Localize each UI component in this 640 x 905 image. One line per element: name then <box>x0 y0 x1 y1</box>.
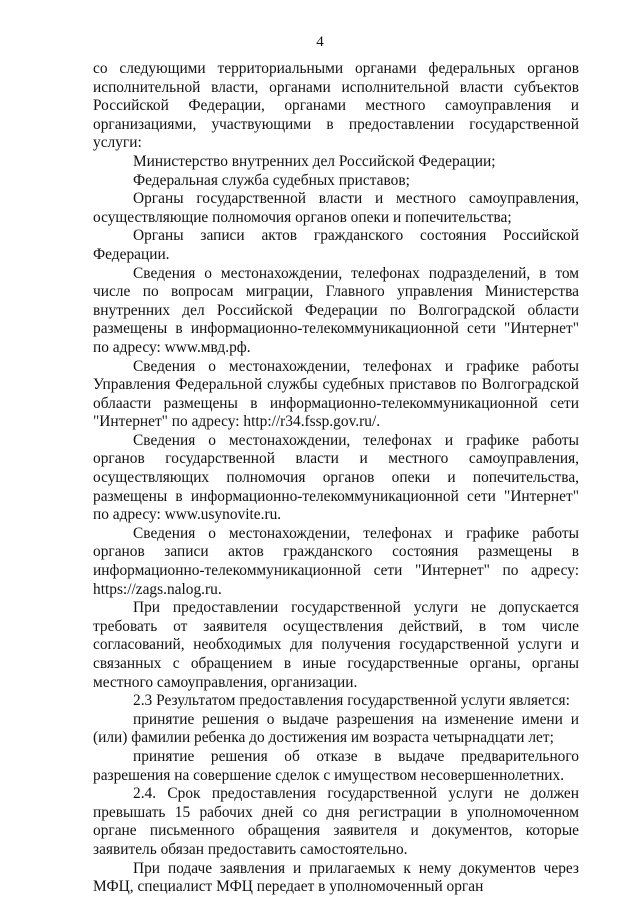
paragraph-fssp-info: Сведения о местонахождении, телефонах и графике работы Управления Федеральной службы судебных приставов по Волгоградской облаасти размещены в информационно-телекоммуникационной сети "Интернет" по адресу: http://r34.fssp.gov.ru/. <box>93 357 579 431</box>
paragraph-section-2-3: 2.3 Результатом предоставления государственной услуги является: <box>133 692 570 710</box>
paragraph-result-refusal: принятие решения об отказе в выдаче предварительного разрешения на совершение сделок с имуществом несовершеннолетних. <box>93 747 579 784</box>
paragraph-zags-info: Сведения о местонахождении, телефонах и графике работы органов записи актов гражданского состояния размещены в информационно-телекоммуникационной сети "Интернет" по адресу: https://zags.nalog.ru. <box>93 524 579 598</box>
paragraph-intro-continuation: со следующими территориальными органами федеральных органов исполнительной власти, органами исполнительной власти субъектов Российской Федерации, органами местного самоуправления и организациями, участвующими в предоставлении государственной услуги: <box>93 60 579 152</box>
paragraph-item-mvd: Министерство внутренних дел Российской Федерации; <box>133 152 496 170</box>
paragraph-item-fssp: Федеральная служба судебных приставов; <box>133 171 410 189</box>
paragraph-section-2-4: 2.4. Срок предоставления государственной услуги не должен превышать 15 рабочих дней со дня регистрации в уполномоченном органе письменного обращения заявителя и документов, которые заявитель обязан предоставить самостоятельно. <box>93 785 579 858</box>
paragraph-result-name-change: принятие решения о выдаче разрешения на изменение имени и (или) фамилии ребенка до достижения им возраста четырнадцати лет; <box>93 710 579 747</box>
paragraph-item-zags: Органы записи актов гражданского состояния Российской Федерации. <box>93 227 579 263</box>
paragraph-prohibition: При предоставлении государственной услуги не допускается требовать от заявителя осуществления действий, в том числе согласований, необходимых для получения государственной услуги и связанных с обращением в иные государственные органы, органы местного самоуправления, организации. <box>93 599 579 691</box>
paragraph-mfc: При подаче заявления и прилагаемых к нему документов через МФЦ, специалист МФЦ передает в уполномоченный орган <box>93 859 579 896</box>
page-number: 4 <box>316 34 324 50</box>
document-body <box>93 60 579 897</box>
paragraph-mvd-info: Сведения о местонахождении, телефонах подразделений, в том числе по вопросам миграции, Главного управления Министерства внутренних дел Российской Федерации по Волгоградской области размещены в информационно-телекоммуникационной сети "Интернет" по адресу: www.мвд.рф. <box>93 264 579 356</box>
paragraph-guardianship-info: Сведения о местонахождении, телефонах и графике работы органов государственной власти и местного самоуправления, осуществляющих полномочия органов опеки и попечительства, размещены в информационно-телекоммуникационной сети "Интернет" по адресу: www.usynovite.ru. <box>93 431 579 524</box>
paragraph-item-guardianship: Органы государственной власти и местного самоуправления, осуществляющие полномочия органов опеки и попечительства; <box>93 190 579 226</box>
